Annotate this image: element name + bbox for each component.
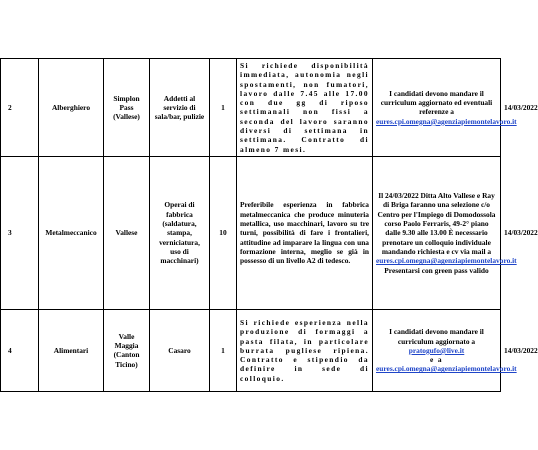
location-cell: Valle Maggia (Canton Ticino) xyxy=(104,309,150,391)
sector-cell: Alberghiero xyxy=(39,59,104,157)
table-row: 4 Alimentari Valle Maggia (Canton Ticino) Casaro 1 Si richiede esperienza nella produzione di formaggi a pasta filata, in particolare burrata pugliese ripiena. Contratto e stipendio da definire in sede di colloquio. I candidati devono mandare il curriculum aggiornato a pratogufo@live.it e a eures.cpi.omegna@agenziapiemontelavoro.it 14/03/2022 xyxy=(1,309,501,391)
requirements-cell: Preferibile esperienza in fabbrica metalmeccanica che produce minuteria metallica, uso macchinari, lavoro su tre turni, possibilità di fare i frontalieri, attitudine ad imparare la lingua con una formazione interna, meglio se già in possesso di un livello A2 di tedesco. xyxy=(237,156,373,309)
application-text: Il 24/03/2022 Ditta Alto Vallese e Ray di Briga faranno una selezione c/o Centro per l'Impiego di Domodossola corso Paolo Ferraris, 49-2° piano dalle 9.30 alle 13.00 È necessario prenotare un colloquio individuale mandando richiesta e cv via mail a xyxy=(377,191,496,256)
role-cell: Casaro xyxy=(150,309,210,391)
location-cell: Simplon Pass (Vallese) xyxy=(104,59,150,157)
table-row: 3 Metalmeccanico Vallese Operai di fabbrica (saldatura, stampa, verniciatura, uso di macchinari) 10 Preferibile esperienza in fabbrica metalmeccanica che produce minuteria metallica, uso macchinari, lavoro su tre turni, possibilità di fare i frontalieri, attitudine ad imparare la lingua con una formazione interna, meglio se già in possesso di un livello A2 di tedesco. Il 24/03/2022 Ditta Alto Vallese e Ray di Briga faranno una selezione c/o Centro per l'Impiego di Domodossola corso Paolo Ferraris, 49-2° piano dalle 9.30 alle 13.00 È necessario prenotare un colloquio individuale mandando richiesta e cv via mail a eures.cpi.omegna@agenziapiemontelavoro.it Presentarsi con green pass valido 14/03/2022 xyxy=(1,156,501,309)
role-cell: Addetti al servizio di sala/bar, pulizie xyxy=(150,59,210,157)
application-cell xyxy=(373,156,517,309)
sector-cell: Alimentari xyxy=(39,309,104,391)
row-number: 3 xyxy=(1,156,39,309)
location-cell: Vallese xyxy=(104,156,150,309)
row-number: 2 xyxy=(1,59,39,157)
application-cell xyxy=(373,59,517,157)
row-number: 4 xyxy=(1,309,39,391)
email-link[interactable]: eures.cpi.omegna@agenziapiemontelavoro.it xyxy=(376,116,517,126)
requirements-cell: Si richiede esperienza nella produzione di formaggi a pasta filata, in particolare burrata pugliese ripiena. Contratto e stipendio da definire in sede di colloquio. xyxy=(237,309,373,391)
requirements-cell: Si richiede disponibilità immediata, autonomia negli spostamenti, non fumatori, lavoro dalle 7.45 alle 17.00 con due gg di riposo settimanali non fissi a seconda del lavoro saranno diversi di settimana in settimana. Contratto di almeno 7 mesi. xyxy=(237,59,373,157)
positions-cell: 1 xyxy=(210,59,237,157)
application-text: I candidati devono mandare il curriculum aggiornato ed eventuali referenze a xyxy=(380,88,493,117)
email-link-2[interactable]: eures.cpi.omegna@agenziapiemontelavoro.it xyxy=(376,364,517,374)
application-note: Presentarsi con green pass valido xyxy=(384,265,489,275)
application-cell xyxy=(373,309,517,391)
table-row: 2 Alberghiero Simplon Pass (Vallese) Addetti al servizio di sala/bar, pulizie 1 Si richiede disponibilità immediata, autonomia negli spostamenti, non fumatori, lavoro dalle 7.45 alle 17.00 con due gg di riposo settimanali non fissi a seconda del lavoro saranno diversi di settimana in settimana. Contratto di almeno 7 mesi. I candidati devono mandare il curriculum aggiornato ed eventuali referenze a eures.cpi.omegna@agenziapiemontelavoro.it 14/03/2022 xyxy=(1,59,501,157)
email-link[interactable]: pratogufo@live.it xyxy=(408,345,465,355)
role-cell: Operai di fabbrica (saldatura, stampa, verniciatura, uso di macchinari) xyxy=(150,156,210,309)
positions-cell: 10 xyxy=(210,156,237,309)
email-link[interactable]: eures.cpi.omegna@agenziapiemontelavoro.it xyxy=(376,256,517,266)
application-text: I candidati devono mandare il curriculum aggiornato a xyxy=(389,327,484,346)
positions-cell: 1 xyxy=(210,309,237,391)
job-offers-table xyxy=(0,58,538,392)
sector-cell: Metalmeccanico xyxy=(39,156,104,309)
application-connector: e a xyxy=(429,355,444,365)
